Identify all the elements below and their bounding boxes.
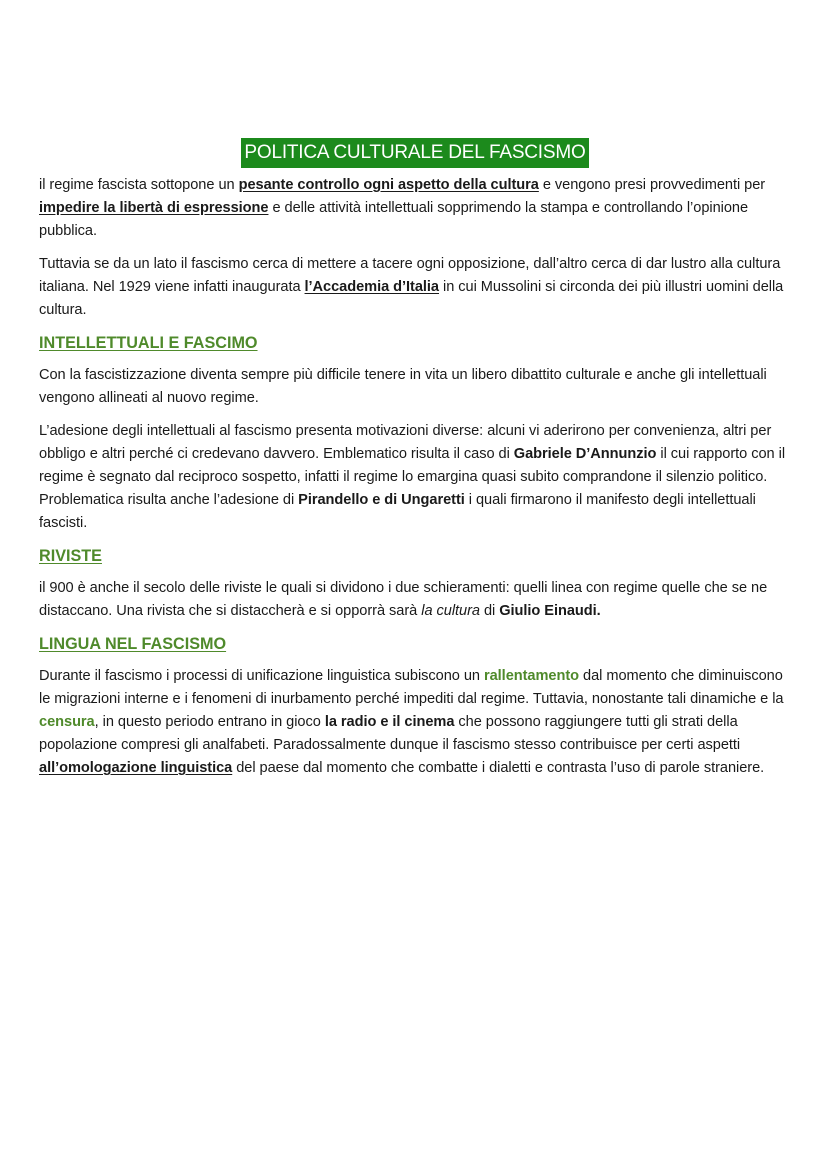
key-phrase: l’Accademia d’Italia [304,279,440,295]
section-heading-riviste: RIVISTE [39,547,102,565]
document-page [39,138,791,790]
text-run: del paese dal momento che combatte i dialetti e contrasta l’uso di parole straniere. [232,760,765,776]
section1-paragraph-1: Con la fascistizzazione diventa sempre più difficile tenere in vita un libero dibattito culturale e anche gli intellettuali vengono allineati al nuovo regime. [39,367,767,406]
page-title: POLITICA CULTURALE DEL FASCISMO [241,138,588,168]
text-run: e delle attività intellettuali sopprimendo la stampa e controllando l’opinione pubblica. [39,200,749,239]
highlight-word: rallentamento [483,668,580,684]
section3-paragraph-1 [39,665,791,780]
section1-paragraph-2 [39,420,791,535]
intro-paragraph-2 [39,253,791,322]
key-name: Giulio Einaudi. [499,603,601,619]
key-phrase: impedire la libertà di espressione [39,200,269,216]
text-run: dal momento che diminuiscono le migrazioni interne e i fenomeni di inurbamento perché impediti dal regime. Tuttavia, nonostante tali dinamiche e la [39,668,784,707]
key-name: Pirandello e di Ungaretti [298,492,465,508]
key-phrase: all’omologazione linguistica [39,760,233,776]
key-phrase: la radio e il cinema [324,714,455,730]
section2-paragraph-1 [39,577,791,623]
intro-paragraph-1 [39,174,791,243]
title-container [39,138,791,168]
highlight-word: censura [39,714,95,730]
text-run: i quali firmarono il manifesto degli intellettuali fascisti. [39,492,756,531]
text-run: Durante il fascismo i processi di unificazione linguistica subiscono un [39,668,484,684]
text-run: L’adesione degli intellettuali al fascismo presenta motivazioni diverse: alcuni vi aderirono per convenienza, altri per obbligo e altri perché ci credevano davvero. Emblematico risulta il caso di [39,423,772,462]
text-run: il 900 è anche il secolo delle riviste le quali si dividono i due schieramenti: quelli linea con regime quelle che se ne distaccano. Una rivista che si distaccherà e si opporrà sarà [39,580,768,619]
section-heading-intellettuali: INTELLETTUALI E FASCIMO [39,334,258,352]
key-phrase: pesante controllo ogni aspetto della cultura [238,177,539,193]
text-run: il cui rapporto con il regime è segnato dal reciproco sospetto, infatti il regime lo emargina quasi subito comprandone il silenzio politico. Problematica risulta anche l’adesione di [39,446,786,508]
text-run: che possono raggiungere tutti gli strati della popolazione compresi gli analfabeti. Paradossalmente dunque il fascismo stesso contribuisce per certi aspetti [39,714,741,753]
text-run: di [479,603,500,619]
section-heading-lingua: LINGUA NEL FASCISMO [39,635,227,653]
text-run: in cui Mussolini si circonda dei più illustri uomini della cultura. [39,279,784,318]
key-name: Gabriele D’Annunzio [513,446,657,462]
text-run: Tuttavia se da un lato il fascismo cerca di mettere a tacere ogni opposizione, dall’altro cerca di dar lustro alla cultura italiana. Nel 1929 viene infatti inaugurata [39,256,781,295]
text-run: , in questo periodo entrano in gioco [94,714,325,730]
italic-title: la cultura [421,603,480,619]
text-run: e vengono presi provvedimenti per [538,177,766,193]
text-run: il regime fascista sottopone un [39,177,239,193]
